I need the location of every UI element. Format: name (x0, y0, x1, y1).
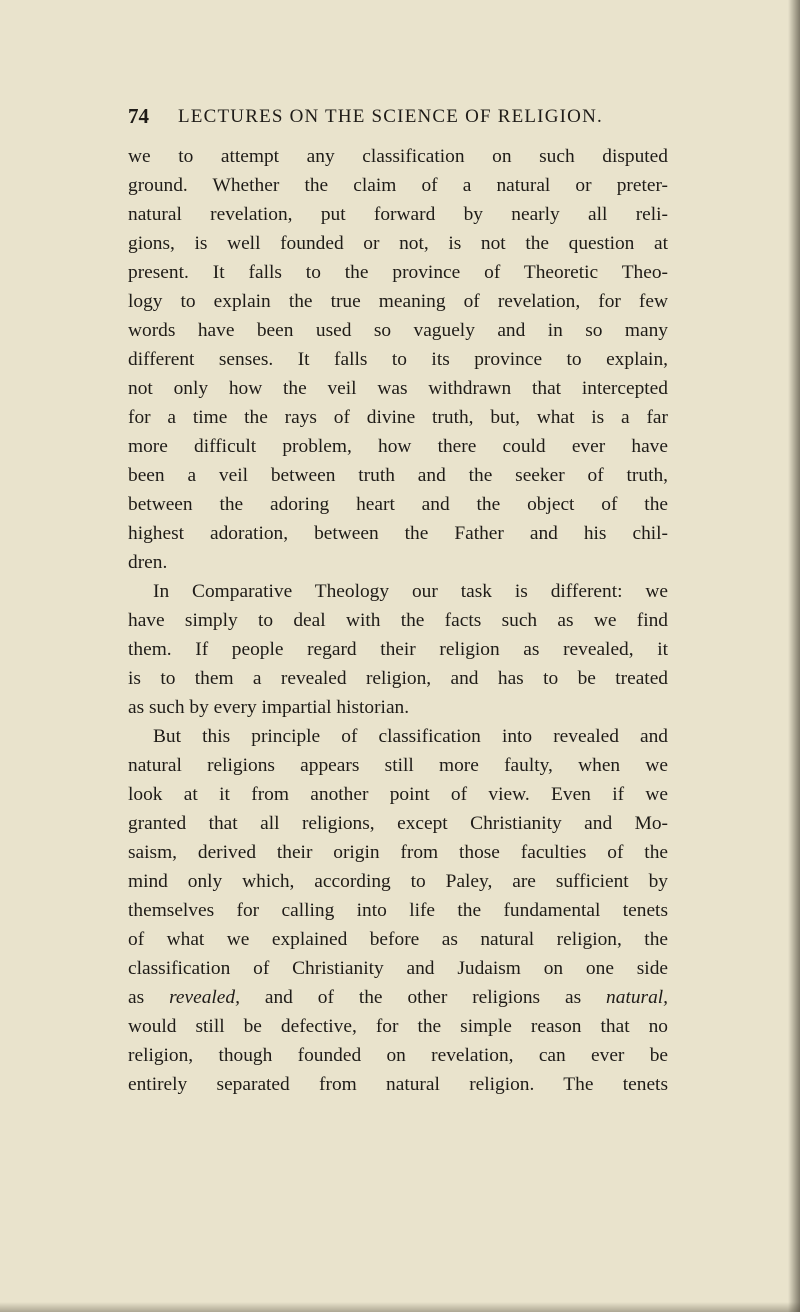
text-line: religion, though founded on revelation, can ever be (128, 1045, 668, 1066)
text-line: natural revelation, put forward by nearly all reli- (128, 204, 668, 225)
text-line: is to them a revealed religion, and has to be treated (128, 668, 668, 689)
text-segment: as (128, 987, 170, 1008)
italic-word-natural: natural, (606, 987, 668, 1008)
text-line: have simply to deal with the facts such as we find (128, 610, 668, 631)
text-line: present. It falls to the province of Theoretic Theo- (128, 262, 668, 283)
text-line: mind only which, according to Paley, are sufficient by (128, 871, 668, 892)
text-line: look at it from another point of view. Even if we (128, 784, 668, 805)
text-line: for a time the rays of divine truth, but, what is a far (128, 407, 668, 428)
page-bottom-shadow (0, 1302, 800, 1312)
text-line: entirely separated from natural religion. The tenets (128, 1074, 668, 1095)
text-line: But this principle of classification into revealed and (153, 726, 668, 747)
text-line: granted that all religions, except Christianity and Mo- (128, 813, 668, 834)
text-line: dren. (128, 552, 168, 573)
text-line: different senses. It falls to its province to explain, (128, 349, 668, 370)
text-line: words have been used so vaguely and in so many (128, 320, 668, 341)
text-line: saism, derived their origin from those faculties of the (128, 842, 668, 863)
text-line: logy to explain the true meaning of revelation, for few (128, 291, 668, 312)
text-line: them. If people regard their religion as revealed, it (128, 639, 668, 660)
text-line: highest adoration, between the Father and his chil- (128, 523, 668, 544)
text-line: gions, is well founded or not, is not the question at (128, 233, 668, 254)
text-line: ground. Whether the claim of a natural or preter- (128, 175, 668, 196)
text-line: classification of Christianity and Judaism on one side (128, 958, 668, 979)
text-line: been a veil between truth and the seeker of truth, (128, 465, 668, 486)
text-line: themselves for calling into life the fundamental tenets (128, 900, 668, 921)
text-line: as such by every impartial historian. (128, 697, 410, 718)
text-line: more difficult problem, how there could ever have (128, 436, 668, 457)
text-line: natural religions appears still more faulty, when we (128, 755, 668, 776)
text-line: not only how the veil was withdrawn that intercepted (128, 378, 668, 399)
text-line: of what we explained before as natural religion, the (128, 929, 668, 950)
text-line: would still be defective, for the simple reason that no (128, 1016, 668, 1037)
text-line: between the adoring heart and the object of the (128, 494, 668, 515)
running-title: LECTURES ON THE SCIENCE OF RELIGION. (178, 106, 603, 127)
body-text (128, 142, 668, 1099)
page-number: 74 (128, 104, 149, 128)
text-line: we to attempt any classification on such disputed (128, 146, 668, 167)
text-segment: and of the other religions as (239, 987, 607, 1008)
page-edge-shadow (788, 0, 800, 1312)
running-head (128, 104, 668, 144)
text-line-with-italics (128, 983, 668, 1012)
italic-word-revealed: revealed, (169, 987, 240, 1008)
text-line: In Comparative Theology our task is different: we (153, 581, 668, 602)
